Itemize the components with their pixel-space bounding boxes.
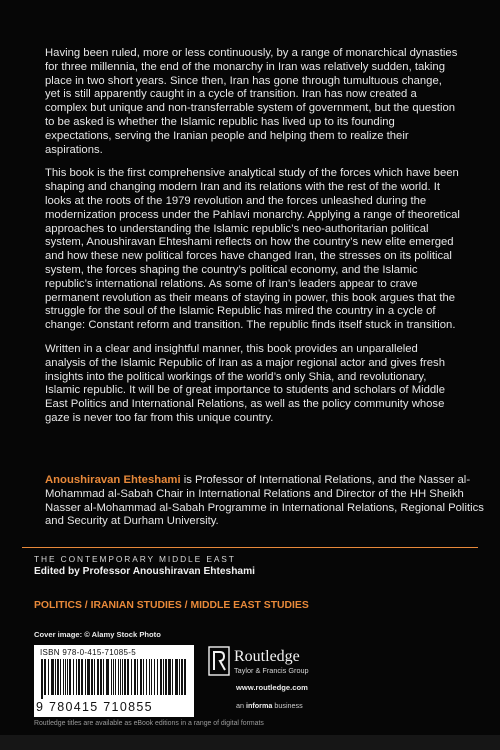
barcode-bar (67, 659, 68, 695)
barcode-bar (131, 659, 132, 695)
barcode-bar (100, 659, 102, 695)
barcode-bar (179, 659, 180, 695)
barcode-bar (91, 659, 93, 695)
blurb-paragraph-2: This book is the first comprehensive analytical study of the forces which have been shaping and changing modern Iran and its relations with the rest of the world. It looks at the roots of the 1979 revolution and the forces unleashed during the modernization process under the Pahlavi monarchy. Applying a range of theoretical approaches to understanding the Islamic republic’s neo-authoritarian political system, Anoushiravan Ehteshami reflects on how the country’s new elite emerged and how these new political forces have changed Iran, the stresses on its political system, the forces shaping the country’s political economy, and the Islamic republic’s international relations. As some of Iran’s leaders appear to crave permanent revolution as their means of staying in power, this book argues that the struggle for the soul of the Islamic Republic has mired the country in a cycle of change: Constant reform and transition. The republic finds itself stuck in transition. (45, 167, 460, 332)
barcode-bar (120, 659, 121, 695)
barcode-bar (106, 659, 109, 695)
barcode-bar (149, 659, 150, 695)
informa-name: informa (246, 701, 273, 710)
barcode-bar (127, 659, 129, 695)
barcode-bar (154, 659, 155, 695)
barcode (34, 645, 194, 717)
barcode-bar (78, 659, 80, 695)
informa-prefix: an (236, 701, 246, 710)
barcode-bar (57, 659, 59, 695)
barcode-bar (111, 659, 112, 695)
barcode-bar (115, 659, 116, 695)
barcode-bar (81, 659, 83, 695)
barcode-bar (151, 659, 152, 695)
barcode-bar (48, 659, 49, 695)
barcode-bar (94, 659, 95, 695)
barcode-bar (163, 659, 164, 695)
routledge-logo-icon (208, 646, 230, 676)
barcode-bar (63, 659, 64, 695)
barcode-bar (165, 659, 167, 695)
barcode-bar (140, 659, 142, 695)
ebook-note: Routledge titles are available as eBook editions in a range of digital formats (34, 720, 264, 727)
barcode-bar (41, 659, 43, 699)
isbn-label: ISBN 978-0-415-71085-5 (40, 648, 136, 657)
barcode-bar (124, 659, 126, 695)
barcode-bar (76, 659, 77, 695)
barcode-bar (60, 659, 61, 695)
barcode-bar (73, 659, 74, 695)
publisher-url[interactable]: www.routledge.com (236, 683, 308, 692)
blurb (45, 47, 460, 436)
barcode-bar (157, 659, 158, 695)
barcode-bar (184, 659, 186, 695)
barcode-bar (69, 659, 71, 695)
barcode-bar (172, 659, 173, 695)
barcode-bar (113, 659, 114, 695)
barcode-digits: 9 780415 710855 (36, 700, 153, 714)
barcode-bar (146, 659, 147, 695)
bottom-band (0, 735, 500, 750)
barcode-bar (168, 659, 171, 695)
barcode-bar (51, 659, 54, 695)
series-name: THE CONTEMPORARY MIDDLE EAST (34, 554, 236, 564)
barcode-bar (181, 659, 183, 695)
barcode-bar (160, 659, 162, 695)
author-bio-text: is Professor of International Relations, and the Nasser al-Mohammad al-Sabah Chair in International Relations and Director of the HH Sheikh Nasser al-Mohammad al-Sabah Programme in International Relations, Regional Politics and Security at Durham University. (45, 474, 484, 528)
author-bio (45, 474, 485, 529)
barcode-bar (118, 659, 119, 695)
informa-suffix: business (272, 701, 303, 710)
author-name: Anoushiravan Ehteshami (45, 474, 181, 486)
barcode-bar (137, 659, 138, 695)
barcode-bar (87, 659, 90, 695)
barcode-bars-icon (41, 659, 187, 699)
blurb-paragraph-1: Having been ruled, more or less continuously, by a range of monarchical dynasties for three millennia, the end of the monarchy in Iran was relatively sudden, taking place in two short years. Since then, Iran has gone through tumultuous change, yet is still apparently caught in a cycle of transition. Iran has now created a complex but unique and non-transferrable system of government, but the question to be asked is whether the Islamic republic has lived up to its founding expectations, serving the Iranian people and helping them to realize their aspirations. (45, 47, 458, 156)
series-divider (22, 547, 478, 548)
barcode-bar (65, 659, 66, 695)
subject-categories: POLITICS / IRANIAN STUDIES / MIDDLE EAST STUDIES (34, 600, 309, 611)
barcode-bar (97, 659, 99, 695)
informa-business-tag (236, 701, 303, 710)
barcode-bar (143, 659, 144, 695)
blurb-paragraph-3: Written in a clear and insightful manner, this book provides an unparalleled analysis of the Islamic Republic of Iran as a major regional actor and gives fresh insights into the political workings of the world’s only Shia, and revolutionary, Islamic republic. It will be of great importance to students and scholars of Middle East Politics and International Relations, as well as the policy community whose gaze is never too far from this unique country. (45, 342, 445, 424)
publisher-name: Routledge (234, 648, 300, 665)
series-editor: Edited by Professor Anoushiravan Ehteshami (34, 566, 255, 577)
barcode-bar (55, 659, 56, 695)
barcode-bar (44, 659, 46, 695)
barcode-bar (134, 659, 136, 695)
barcode-bar (103, 659, 104, 695)
barcode-bar (122, 659, 123, 695)
publisher-group: Taylor & Francis Group (234, 666, 309, 675)
barcode-bar (85, 659, 86, 695)
cover-image-credit: Cover image: © Alamy Stock Photo (34, 630, 161, 639)
barcode-bar (175, 659, 178, 695)
